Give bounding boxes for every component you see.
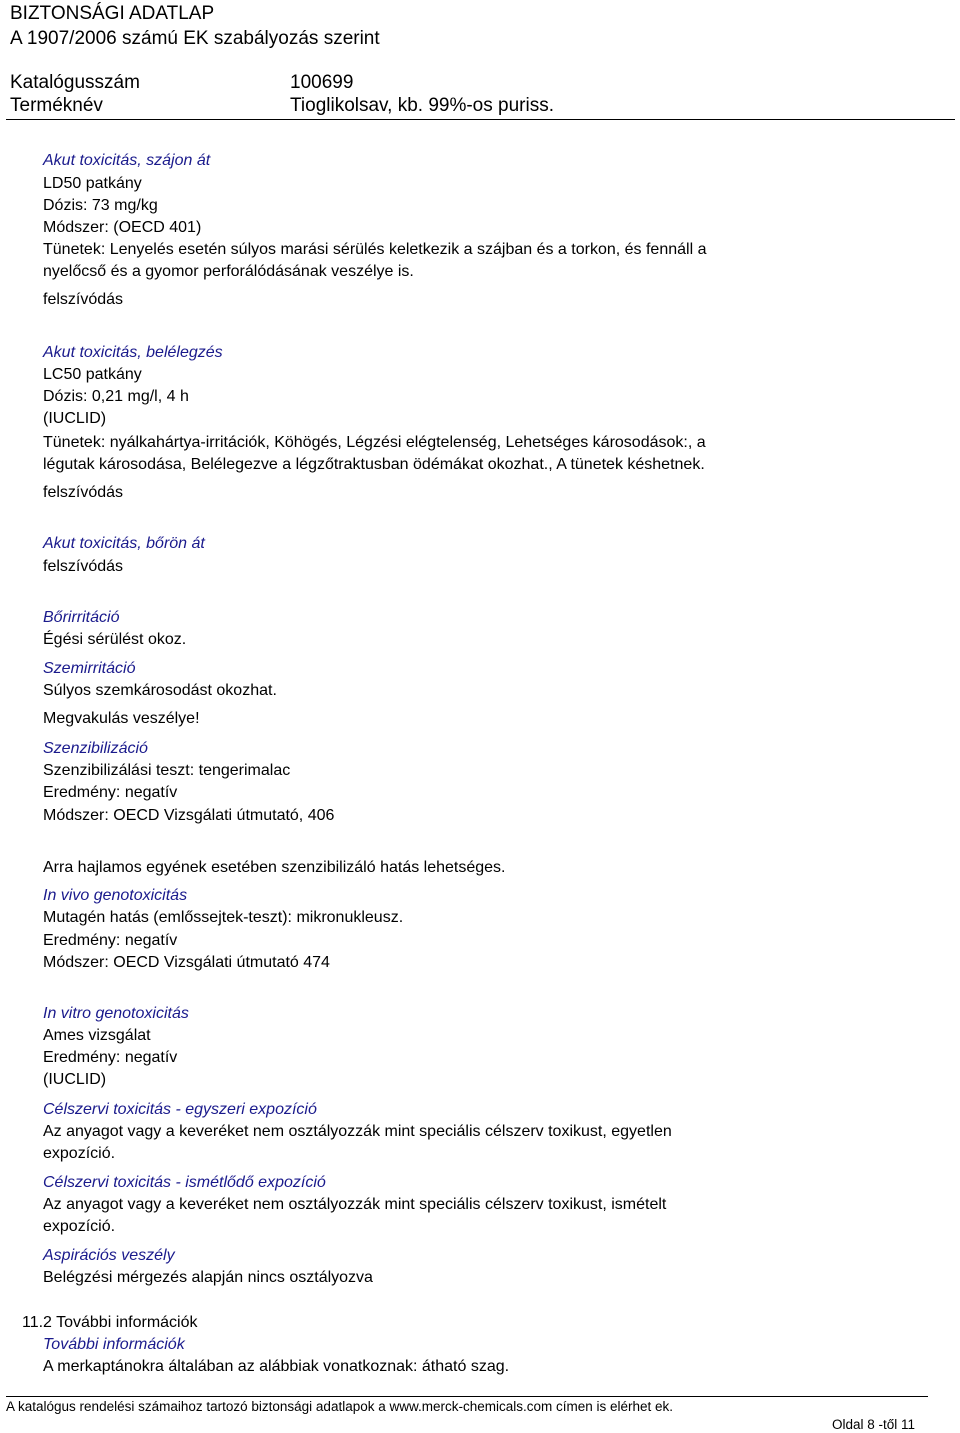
inhalation-lc50: LC50 patkány — [43, 366, 142, 383]
stot-single-heading: Célszervi toxicitás - egyszeri expozíció — [43, 1101, 317, 1118]
product-value: Tioglikolsav, kb. 99%-os puriss. — [290, 95, 554, 116]
inhalation-source: (IUCLID) — [43, 410, 107, 427]
further-info-text: A merkaptánokra általában az alábbiak vonatkoznak: átható szag. — [43, 1358, 510, 1375]
sensitization-heading: Szenzibilizáció — [43, 740, 148, 757]
dermal-toxicity-heading: Akut toxicitás, bőrön át — [43, 535, 205, 552]
section-11-2-title: 11.2 További információk — [22, 1314, 198, 1331]
inhalation-toxicity-heading: Akut toxicitás, belélegzés — [43, 344, 223, 361]
in-vitro-source: (IUCLID) — [43, 1071, 107, 1088]
aspiration-heading: Aspirációs veszély — [43, 1247, 175, 1264]
inhalation-symptoms-cont: légutak károsodása, Belélegezve a légzőtraktusban ödémákat okozhat., A tünetek késhetnek. — [43, 456, 705, 473]
sensitization-note: Arra hajlamos egyének esetében szenzibilizáló hatás lehetséges. — [43, 859, 506, 876]
stot-single-text: Az anyagot vagy a keveréket nem osztályozzák mint speciális célszerv toxikust, egyetlen — [43, 1123, 672, 1140]
document-subtitle: A 1907/2006 számú EK szabályozás szerint — [10, 28, 380, 49]
oral-ld50: LD50 patkány — [43, 175, 142, 192]
eye-blindness-warning: Megvakulás veszélye! — [43, 710, 200, 727]
stot-repeat-text: Az anyagot vagy a keveréket nem osztályozzák mint speciális célszerv toxikust, ismételt — [43, 1196, 667, 1213]
in-vivo-heading: In vivo genotoxicitás — [43, 887, 188, 904]
stot-repeat-text-cont: expozíció. — [43, 1218, 116, 1235]
stot-repeat-heading: Célszervi toxicitás - ismétlődő expozíció — [43, 1174, 326, 1191]
product-label: Terméknév — [10, 95, 103, 116]
eye-irritation-text: Súlyos szemkárosodást okozhat. — [43, 682, 277, 699]
page-number: Oldal 8 -től 11 — [832, 1417, 916, 1432]
skin-irritation-text: Égési sérülést okoz. — [43, 631, 187, 648]
oral-toxicity-heading: Akut toxicitás, szájon át — [43, 152, 211, 169]
in-vivo-result: Eredmény: negatív — [43, 932, 178, 949]
dermal-absorption: felszívódás — [43, 558, 124, 575]
inhalation-absorption: felszívódás — [43, 484, 124, 501]
oral-dose: Dózis: 73 mg/kg — [43, 197, 158, 214]
header-rule — [6, 119, 955, 120]
further-info-heading: További információk — [43, 1336, 185, 1353]
footer-rule — [6, 1396, 928, 1397]
footer-note: A katalógus rendelési számaihoz tartozó biztonsági adatlapok a www.merck-chemicals.com címen is elérhet ek. — [6, 1399, 674, 1414]
inhalation-symptoms: Tünetek: nyálkahártya-irritációk, Köhögés, Légzési elégtelenség, Lehetséges károsodások:, a — [43, 434, 706, 451]
aspiration-text: Belégzési mérgezés alapján nincs osztályozva — [43, 1269, 373, 1286]
in-vitro-test: Ames vizsgálat — [43, 1027, 151, 1044]
skin-irritation-heading: Bőrirritáció — [43, 609, 120, 626]
sensitization-method: Módszer: OECD Vizsgálati útmutató, 406 — [43, 807, 335, 824]
oral-symptoms: Tünetek: Lenyelés esetén súlyos marási sérülés keletkezik a szájban és a torkon, és fennáll a — [43, 241, 707, 258]
catalog-value: 100699 — [290, 72, 354, 93]
catalog-label: Katalógusszám — [10, 72, 140, 93]
inhalation-dose: Dózis: 0,21 mg/l, 4 h — [43, 388, 189, 405]
oral-absorption: felszívódás — [43, 291, 124, 308]
stot-single-text-cont: expozíció. — [43, 1145, 116, 1162]
in-vitro-result: Eredmény: negatív — [43, 1049, 178, 1066]
oral-symptoms-cont: nyelőcső és a gyomor perforálódásának veszélye is. — [43, 263, 414, 280]
document-title: BIZTONSÁGI ADATLAP — [10, 3, 215, 24]
oral-method: Módszer: (OECD 401) — [43, 219, 202, 236]
eye-irritation-heading: Szemirritáció — [43, 660, 136, 677]
sensitization-test: Szenzibilizálási teszt: tengerimalac — [43, 762, 291, 779]
in-vivo-method: Módszer: OECD Vizsgálati útmutató 474 — [43, 954, 330, 971]
sensitization-result: Eredmény: negatív — [43, 784, 178, 801]
in-vivo-test: Mutagén hatás (emlőssejtek-teszt): mikronukleusz. — [43, 909, 404, 926]
in-vitro-heading: In vitro genotoxicitás — [43, 1005, 189, 1022]
